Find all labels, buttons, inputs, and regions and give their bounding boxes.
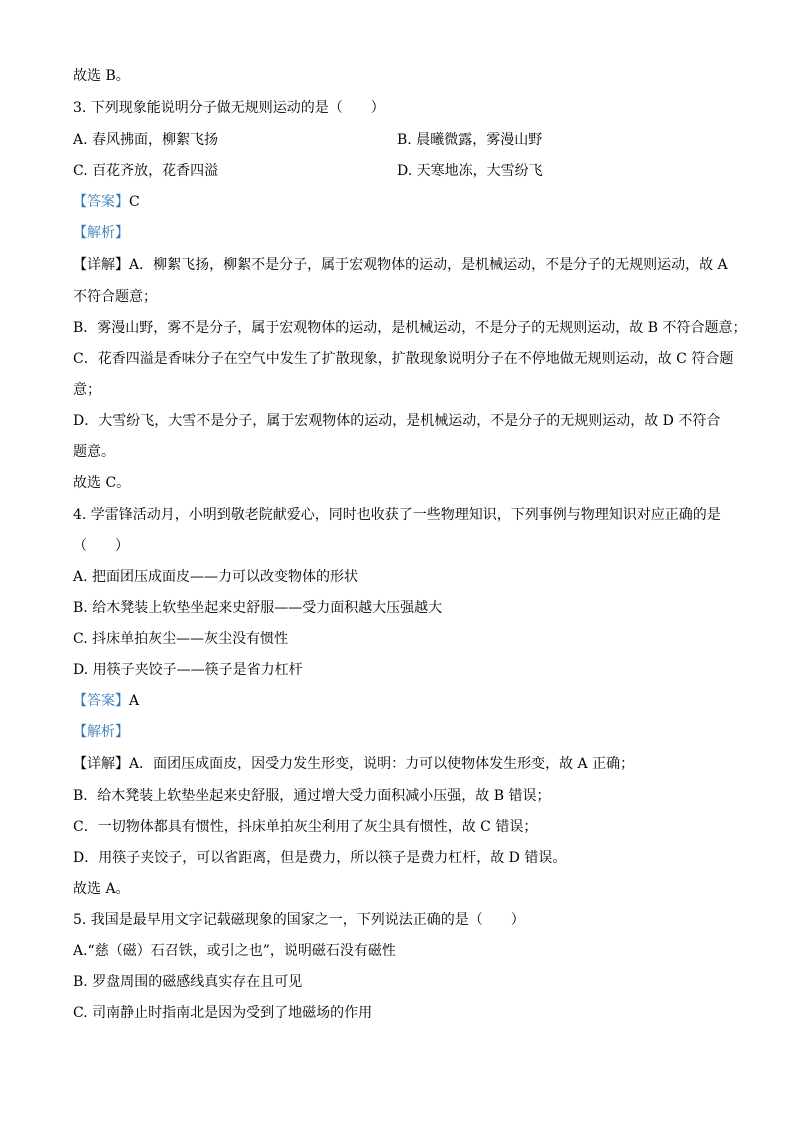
q4-stem-line-1: 4. 学雷锋活动月，小明到敬老院献爱心，同时也收获了一些物理知识，下列事例与物理知识对应正确的是 xyxy=(73,507,721,523)
q4-option-c: C. 抖床单拍灰尘——灰尘没有惯性 xyxy=(73,631,289,647)
q4-conclusion: 故选 A。 xyxy=(73,881,130,897)
q3-detail-line-4: C．花香四溢是香味分子在空气中发生了扩散现象，扩散现象说明分子在不停地做无规则运动，故 C 符合题 xyxy=(73,351,734,367)
q3-detail-label: 【详解】 xyxy=(73,257,129,273)
q4-analysis-label xyxy=(73,722,733,742)
q3-option-c: C. 百花齐放，花香四溢 xyxy=(73,163,219,179)
q4-detail-line-1 xyxy=(73,754,733,774)
q4-answer-value: A xyxy=(129,693,140,709)
q3-stem: 3. 下列现象能说明分子做无规则运动的是（ ） xyxy=(73,100,385,116)
q3-analysis-text: 【解析】 xyxy=(73,225,129,241)
q4-answer xyxy=(73,691,733,711)
q3-option-d: D. 天寒地冻，大雪纷飞 xyxy=(397,163,543,179)
q2-conclusion: 故选 B。 xyxy=(73,68,130,84)
q4-detail-text-1: A．面团压成面皮，因受力发生形变，说明：力可以使物体发生形变，故 A 正确； xyxy=(129,756,635,772)
q3-answer xyxy=(73,192,733,212)
q5-stem: 5. 我国是最早用文字记载磁现象的国家之一，下列说法正确的是（ ） xyxy=(73,912,525,928)
q4-detail-line-4: D．用筷子夹饺子，可以省距离，但是费力，所以筷子是费力杠杆，故 D 错误。 xyxy=(73,850,567,866)
q3-detail-line-1 xyxy=(73,255,733,275)
q3-analysis-label xyxy=(73,223,733,243)
q3-detail-line-5: 意； xyxy=(73,382,101,398)
q4-option-d: D. 用筷子夹饺子——筷子是省力杠杆 xyxy=(73,662,303,678)
q3-detail-line-3: B．雾漫山野，雾不是分子，属于宏观物体的运动，是机械运动，不是分子的无规则运动，故 B 不符合题意； xyxy=(73,320,747,336)
q3-detail-line-6: D．大雪纷飞，大雪不是分子，属于宏观物体的运动，是机械运动，不是分子的无规则运动，故 D 不符合 xyxy=(73,413,721,429)
q3-option-a: A. 春风拂面，柳絮飞扬 xyxy=(73,132,219,148)
q4-stem-line-2: （ ） xyxy=(73,538,129,554)
q4-option-a: A. 把面团压成面皮——力可以改变物体的形状 xyxy=(73,569,359,585)
q3-conclusion: 故选 C。 xyxy=(73,475,131,491)
q3-answer-value: C xyxy=(129,194,140,210)
q5-option-c: C. 司南静止时指南北是因为受到了地磁场的作用 xyxy=(73,1005,373,1021)
q5-option-a: A.“慈（磁）石召铁，或引之也”，说明磁石没有磁性 xyxy=(73,943,396,959)
q4-answer-label: 【答案】 xyxy=(73,693,129,709)
q3-answer-label: 【答案】 xyxy=(73,194,129,210)
q5-option-b: B. 罗盘周围的磁感线真实存在且可见 xyxy=(73,974,303,990)
q3-option-b: B. 晨曦微露，雾漫山野 xyxy=(397,132,543,148)
q3-detail-line-2: 不符合题意； xyxy=(73,289,157,305)
q4-analysis-text: 【解析】 xyxy=(73,724,129,740)
q4-detail-label: 【详解】 xyxy=(73,756,129,772)
q4-detail-line-2: B．给木凳装上软垫坐起来史舒服，通过增大受力面积减小压强，故 B 错误； xyxy=(73,788,551,804)
q3-detail-text-1: A．柳絮飞扬，柳絮不是分子，属于宏观物体的运动，是机械运动，不是分子的无规则运动，故 A xyxy=(129,257,728,273)
q4-option-b: B. 给木凳装上软垫坐起来史舒服——受力面积越大压强越大 xyxy=(73,600,443,616)
q3-detail-line-7: 题意。 xyxy=(73,444,115,460)
q4-detail-line-3: C．一切物体都具有惯性，抖床单拍灰尘利用了灰尘具有惯性，故 C 错误； xyxy=(73,819,538,835)
